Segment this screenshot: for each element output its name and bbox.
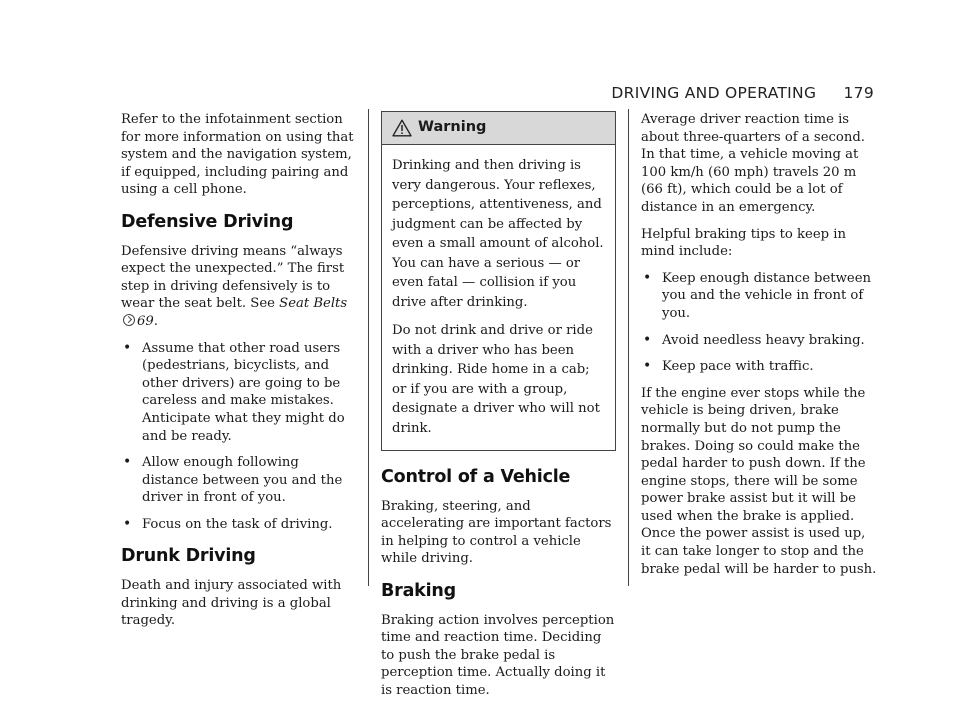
warning-paragraph: Drinking and then driving is very dangerous. Your reflexes, perceptions, attentiveness, and judgment can be affected by even a small amount of alcohol. You can have a serious — or even fatal — collision if you drive after drinking.	[392, 158, 604, 310]
control-paragraph: Braking, steering, and accelerating are important factors in helping to control a vehicle while driving.	[381, 498, 612, 567]
warning-box	[381, 111, 616, 451]
engine-stops-paragraph: If the engine ever stops while the vehicle is being driven, brake normally but do not pump the brakes. Doing so could make the pedal harder to push down. If the engine stops, there will be some power brake assist but it will be used when the brake is applied. Once the power assist is used up, it can take longer to stop and the brake pedal will be harder to push.	[641, 385, 877, 577]
list-item: • Avoid needless heavy braking.	[641, 332, 877, 350]
column-left	[121, 111, 357, 639]
heading-defensive-driving: Defensive Driving	[121, 211, 294, 232]
warning-triangle-icon	[392, 119, 412, 137]
list-item: • Keep enough distance between you and the vehicle in front of you.	[641, 270, 877, 323]
list-item: • Assume that other road users (pedestrians, bicyclists, and other drivers) are going to be careless and make mistakes. Anticipate what they might do and be ready.	[121, 340, 357, 446]
braking-tips-list	[641, 270, 877, 376]
braking-paragraph: Braking action involves perception time and reaction time. Deciding to push the brake pedal is perception time. Actually doing it is reaction time.	[381, 612, 615, 698]
list-item: • Focus on the task of driving.	[121, 516, 357, 534]
page-reference-arrow-icon	[123, 314, 135, 326]
drunk-driving-paragraph: Death and injury associated with drinking and driving is a global tragedy.	[121, 578, 342, 629]
section-title: DRIVING AND OPERATING	[611, 84, 817, 102]
defensive-driving-paragraph: Defensive driving means “always expect the unexpected.” The first step in driving defensively is to wear the seat belt. See Seat Belts69.	[121, 243, 348, 329]
xref-page-number[interactable]: 69	[137, 313, 154, 329]
xref-seat-belts-link[interactable]: Seat Belts	[279, 296, 348, 312]
column-divider	[628, 109, 629, 586]
column-right	[641, 111, 877, 587]
page-number: 179	[843, 84, 874, 102]
defensive-driving-list	[121, 340, 357, 534]
intro-paragraph: Refer to the infotainment section for more information on using that system and the navigation system, if equipped, including pairing and using a cell phone.	[121, 112, 354, 198]
warning-body	[382, 145, 615, 450]
column-middle	[381, 111, 616, 709]
heading-braking: Braking	[381, 580, 457, 601]
warning-header	[382, 112, 615, 145]
reaction-time-paragraph: Average driver reaction time is about three-quarters of a second. In that time, a vehicle moving at 100 km/h (60 mph) travels 20 m (66 ft), which could be a lot of distance in an emergency.	[641, 112, 865, 215]
running-header	[611, 84, 874, 102]
braking-tips-intro: Helpful braking tips to keep in mind include:	[641, 226, 846, 260]
list-item: • Keep pace with traffic.	[641, 358, 877, 376]
heading-control-of-a-vehicle: Control of a Vehicle	[381, 467, 571, 487]
warning-paragraph: Do not drink and drive or ride with a driver who has been drinking. Ride home in a cab; or if you are with a group, designate a driver who will not drink.	[392, 323, 600, 436]
list-item: • Allow enough following distance between you and the driver in front of you.	[121, 454, 357, 507]
warning-label: Warning	[418, 119, 487, 136]
column-divider	[368, 109, 369, 586]
heading-drunk-driving: Drunk Driving	[121, 546, 256, 567]
